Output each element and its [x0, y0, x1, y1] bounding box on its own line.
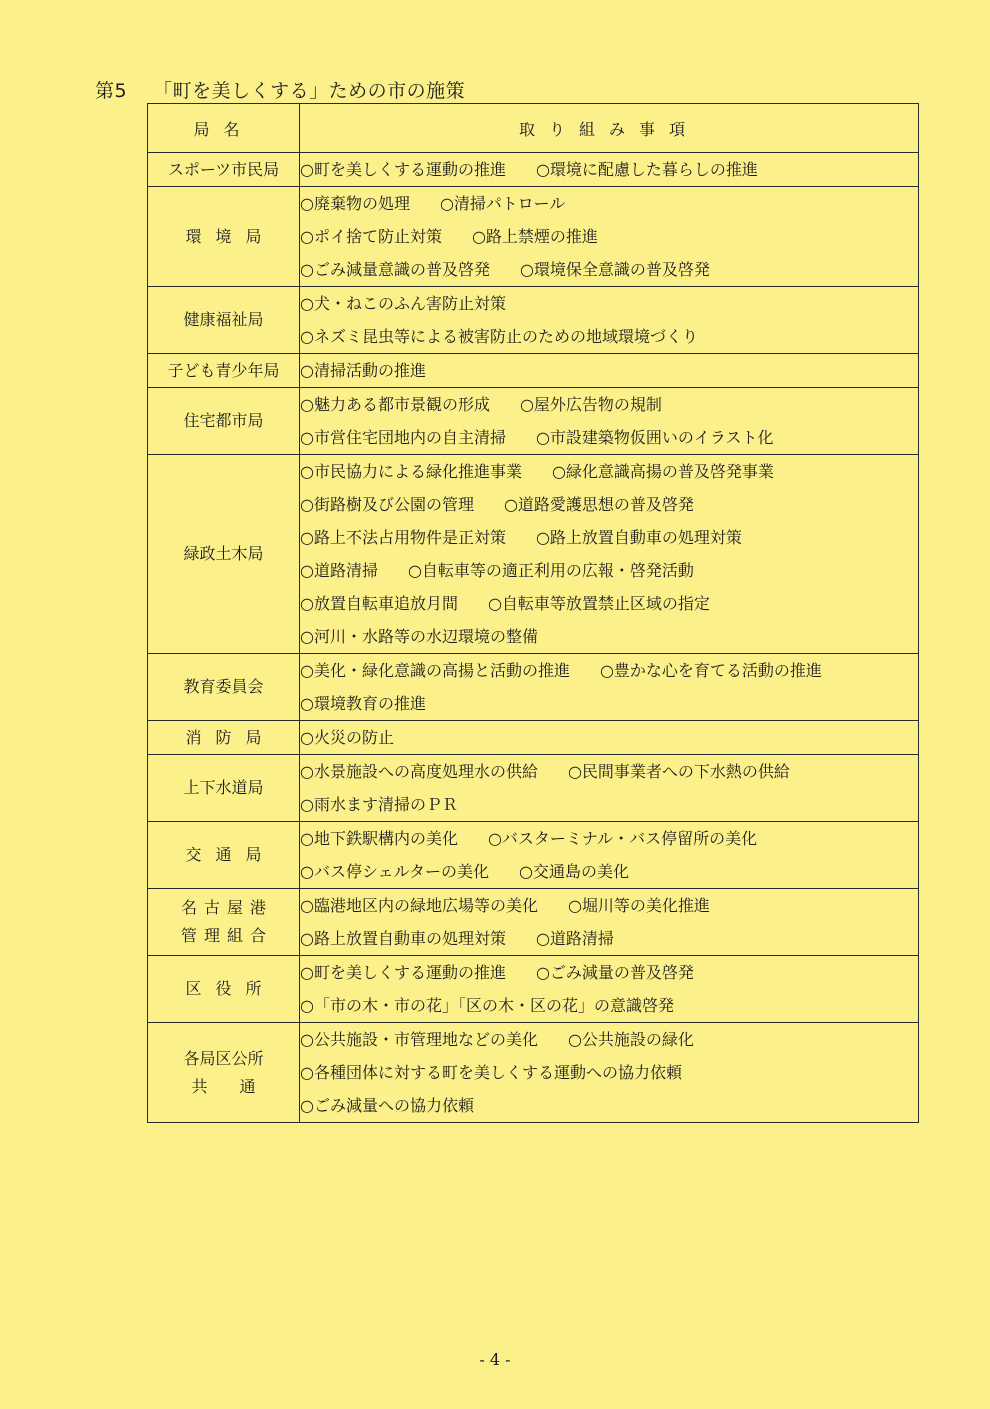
policy-item: ○ごみ減量意識の普及啓発 — [300, 260, 490, 279]
items-cell — [300, 187, 919, 287]
dept-cell — [148, 388, 300, 455]
policy-item: ○公共施設の緑化 — [567, 1030, 694, 1049]
table-row — [148, 287, 919, 354]
dept-cell — [148, 153, 300, 187]
policy-item: ○美化・緑化意識の高揚と活動の推進 — [300, 661, 570, 680]
policy-item: ○ネズミ昆虫等による被害防止のための地域環境づくり — [300, 327, 698, 346]
items-cell — [300, 388, 919, 455]
item-line — [300, 187, 918, 220]
table-row — [148, 721, 919, 755]
table-row — [148, 354, 919, 388]
policy-item: ○道路清掃 — [535, 929, 614, 948]
items-cell — [300, 721, 919, 755]
item-line — [300, 1089, 918, 1122]
policy-item: ○放置自転車追放月間 — [300, 594, 458, 613]
items-cell — [300, 956, 919, 1023]
items-cell — [300, 287, 919, 354]
dept-name: スポーツ市民局 — [167, 159, 280, 179]
dept-name: 区役所 — [185, 979, 276, 998]
item-line — [300, 922, 918, 955]
item-line — [300, 788, 918, 821]
dept-cell — [148, 354, 300, 388]
policy-item: ○屋外広告物の規制 — [519, 395, 662, 414]
policy-item: ○雨水ます清掃のＰＲ — [300, 795, 458, 814]
item-line — [300, 354, 918, 387]
policy-item: ○魅力ある都市景観の形成 — [300, 395, 490, 414]
table-row — [148, 388, 919, 455]
policy-item: ○道路清掃 — [300, 561, 378, 580]
policy-item: ○地下鉄駅構内の美化 — [300, 829, 458, 848]
dept-cell — [148, 956, 300, 1023]
table-row — [148, 187, 919, 287]
policy-item: ○路上不法占用物件是正対策 — [300, 528, 506, 547]
table-row — [148, 889, 919, 956]
dept-cell — [148, 889, 300, 956]
policy-item: ○道路愛護思想の普及啓発 — [503, 495, 694, 514]
item-line — [300, 421, 918, 454]
policy-item: ○バスターミナル・バス停留所の美化 — [487, 829, 758, 848]
policy-item: ○環境保全意識の普及啓発 — [519, 260, 710, 279]
item-line — [300, 889, 918, 922]
table-body — [148, 153, 919, 1123]
table-row — [148, 1023, 919, 1123]
policy-item: ○市民協力による緑化推進事業 — [300, 462, 522, 481]
dept-name: 各局区公所 — [183, 1048, 264, 1068]
item-line — [300, 620, 918, 653]
policy-item: ○臨港地区内の緑地広場等の美化 — [300, 896, 538, 915]
dept-name: 緑政土木局 — [183, 544, 264, 563]
header-items: 取り組み事項 — [300, 104, 919, 153]
section-title: 「町を美しくする」ための市の施策 — [153, 80, 466, 102]
items-cell — [300, 889, 919, 956]
dept-name: 交通局 — [185, 845, 276, 864]
table-row — [148, 654, 919, 721]
item-line — [300, 521, 918, 554]
policy-table — [147, 103, 919, 1123]
item-line — [300, 956, 918, 989]
policy-item: ○各種団体に対する町を美しくする運動への協力依頼 — [300, 1063, 682, 1082]
dept-name: 環境局 — [185, 226, 276, 246]
policy-item: ○廃棄物の処理 — [300, 194, 410, 213]
table-row — [148, 956, 919, 1023]
page-number: - 4 - — [479, 1350, 511, 1369]
items-cell — [300, 455, 919, 654]
section-number: 第5 — [95, 80, 128, 102]
dept-name: 消防局 — [185, 727, 276, 747]
dept-cell — [148, 755, 300, 822]
table-row — [148, 153, 919, 187]
item-line — [300, 755, 918, 788]
item-line — [300, 654, 918, 687]
policy-item: ○河川・水路等の水辺環境の整備 — [300, 627, 538, 646]
dept-cell — [148, 187, 300, 287]
item-line — [300, 388, 918, 421]
policy-item: ○犬・ねこのふん害防止対策 — [300, 294, 506, 313]
item-line — [300, 721, 918, 754]
header-dept: 局名 — [148, 104, 300, 153]
dept-name: 管理組合 — [180, 926, 273, 945]
policy-item: ○清掃パトロール — [439, 194, 566, 213]
item-line — [300, 822, 918, 855]
policy-item: ○市営住宅団地内の自主清掃 — [300, 428, 506, 447]
policy-item: ○水景施設への高度処理水の供給 — [300, 762, 538, 781]
bleed-through-text — [955, 78, 970, 99]
policy-item: ○緑化意識高揚の普及啓発事業 — [551, 462, 774, 481]
dept-cell — [148, 654, 300, 721]
policy-item: ○バス停シェルターの美化 — [300, 862, 490, 881]
policy-item: ○路上放置自動車の処理対策 — [535, 528, 742, 547]
policy-item: ○民間事業者への下水熱の供給 — [567, 762, 790, 781]
items-cell — [300, 354, 919, 388]
policy-item: ○街路樹及び公園の管理 — [300, 495, 474, 514]
items-cell — [300, 153, 919, 187]
item-line — [300, 587, 918, 620]
item-line — [300, 455, 918, 488]
table-row — [148, 455, 919, 654]
item-line — [300, 855, 918, 888]
dept-name: 子ども青少年局 — [167, 360, 280, 380]
item-line — [300, 1023, 918, 1056]
policy-item: ○火災の防止 — [300, 728, 394, 747]
items-cell — [300, 654, 919, 721]
items-cell — [300, 755, 919, 822]
policy-item: ○ごみ減量の普及啓発 — [535, 963, 694, 982]
item-line — [300, 287, 918, 320]
item-line — [300, 687, 918, 720]
policy-item: ○町を美しくする運動の推進 — [300, 963, 506, 982]
policy-item: ○公共施設・市管理地などの美化 — [300, 1030, 538, 1049]
dept-name: 教育委員会 — [183, 677, 264, 696]
policy-item: ○町を美しくする運動の推進 — [300, 160, 506, 179]
item-line — [300, 1056, 918, 1089]
policy-item: ○環境教育の推進 — [300, 694, 426, 713]
policy-item: ○市設建築物仮囲いのイラスト化 — [535, 428, 774, 447]
dept-cell — [148, 822, 300, 889]
items-cell — [300, 822, 919, 889]
policy-item: ○豊かな心を育てる活動の推進 — [599, 661, 822, 680]
policy-item: ○ポイ捨て防止対策 — [300, 227, 442, 246]
dept-cell — [148, 455, 300, 654]
dept-name: 名古屋港 — [180, 898, 273, 917]
items-cell — [300, 1023, 919, 1123]
dept-name: 住宅都市局 — [183, 411, 264, 430]
policy-item: ○ごみ減量への協力依頼 — [300, 1096, 474, 1115]
dept-cell — [148, 721, 300, 755]
policy-item: ○堀川等の美化推進 — [567, 896, 710, 915]
dept-cell — [148, 1023, 300, 1123]
table-row — [148, 822, 919, 889]
item-line — [300, 253, 918, 286]
item-line — [300, 153, 918, 186]
policy-item: ○交通島の美化 — [519, 862, 629, 881]
policy-item: ○路上放置自動車の処理対策 — [300, 929, 506, 948]
item-line — [300, 554, 918, 587]
policy-item: ○自転車等放置禁止区域の指定 — [487, 594, 710, 613]
policy-item: ○路上禁煙の推進 — [471, 227, 598, 246]
item-line — [300, 989, 918, 1022]
table-row — [148, 755, 919, 822]
item-line — [300, 488, 918, 521]
dept-cell — [148, 287, 300, 354]
item-line — [300, 320, 918, 353]
dept-name: 上下水道局 — [183, 778, 264, 797]
policy-item: ○清掃活動の推進 — [300, 361, 426, 380]
dept-name: 健康福祉局 — [183, 310, 264, 329]
table-header-row — [148, 104, 919, 153]
item-line — [300, 220, 918, 253]
policy-item: ○自転車等の適正利用の広報・啓発活動 — [407, 561, 694, 580]
policy-item: ○環境に配慮した暮らしの推進 — [535, 160, 758, 179]
dept-name: 共 通 — [191, 1076, 256, 1096]
section-heading — [95, 76, 465, 103]
policy-item: ○「市の木・市の花」「区の木・区の花」の意識啓発 — [300, 996, 674, 1015]
